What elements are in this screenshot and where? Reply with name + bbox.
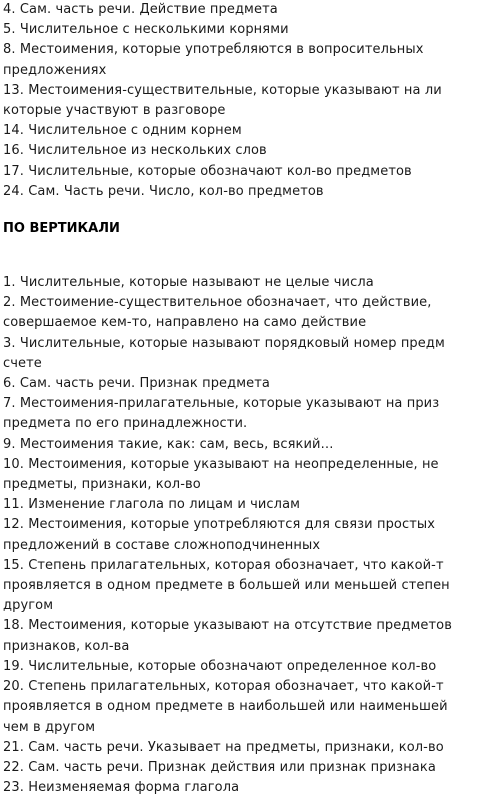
- clue-line: предложений в составе сложноподчиненных: [3, 537, 321, 553]
- clue-line: 8. Местоимения, которые употребляются в вопросительных: [3, 42, 424, 58]
- clue-line: которые участвуют в разговоре: [3, 103, 226, 119]
- clue-line: 22. Сам. часть речи. Признак действия или признак признака: [3, 759, 436, 775]
- clue-line: 7. Местоимения-прилагательные, которые указывают на приз: [3, 396, 440, 412]
- clue-line: 12. Местоимения, которые употребляются для связи простых: [3, 517, 436, 533]
- horizontal-clues-list: [3, 0, 478, 202]
- clue-line: предметы, признаки, кол-во: [3, 477, 201, 493]
- clue-line: другом: [3, 598, 54, 614]
- clue-line: 20. Степень прилагательных, которая обозначает, что какой-т: [3, 679, 444, 695]
- clue-line: 18. Местоимения, которые указывают на отсутствие предметов: [3, 618, 452, 634]
- vertical-clues-list: [3, 273, 478, 798]
- section-heading-vertical: ПО ВЕРТИКАЛИ: [3, 221, 120, 237]
- clue-line: 2. Местоимение-существительное обозначает, что действие,: [3, 295, 432, 311]
- clue-line: 15. Степень прилагательных, которая обозначает, что какой-т: [3, 557, 444, 573]
- clue-line: предмета по его принадлежности.: [3, 416, 248, 432]
- clue-line: 13. Местоимения-существительные, которые указывают на ли: [3, 82, 442, 98]
- clue-line: счете: [3, 355, 42, 371]
- clue-line: 19. Числительные, которые обозначают определенное кол-во: [3, 658, 437, 674]
- clue-line: 3. Числительные, которые называют порядковый номер предм: [3, 335, 445, 351]
- spacer: [3, 202, 478, 219]
- clue-line: 17. Числительные, которые обозначают кол-во предметов: [3, 163, 412, 179]
- clue-line: 10. Местоимения, которые указывают на неопределенные, не: [3, 456, 439, 472]
- crossword-clues-document: [3, 0, 478, 798]
- clue-line: чем в другом: [3, 719, 96, 735]
- clue-line: 1. Числительные, которые называют не целые числа: [3, 275, 374, 291]
- clue-line: 14. Числительное с одним корнем: [3, 123, 242, 139]
- clue-line: 4. Сам. часть речи. Действие предмета: [3, 2, 278, 17]
- clue-line: 16. Числительное из нескольких слов: [3, 143, 267, 159]
- clue-line: совершаемое кем-то, направлено на само действие: [3, 315, 367, 331]
- clue-line: проявляется в одном предмете в наибольшей или наименьшей: [3, 699, 448, 715]
- clue-line: проявляется в одном предмете в большей или меньшей степен: [3, 578, 450, 594]
- clue-line: 9. Местоимения такие, как: сам, весь, всякий…: [3, 436, 334, 452]
- clue-line: 11. Изменение глагола по лицам и числам: [3, 497, 301, 513]
- clue-line: предложениях: [3, 62, 107, 78]
- clue-line: 21. Сам. часть речи. Указывает на предметы, признаки, кол-во: [3, 739, 444, 755]
- clue-line: признаков, кол-ва: [3, 638, 130, 654]
- clue-line: 6. Сам. часть речи. Признак предмета: [3, 376, 270, 392]
- spacer: [3, 239, 478, 273]
- clue-line: 5. Числительное с несколькими корнями: [3, 22, 289, 38]
- clue-line: 23. Неизменяемая форма глагола: [3, 780, 240, 796]
- clue-line: 24. Сам. Часть речи. Число, кол-во предметов: [3, 183, 324, 199]
